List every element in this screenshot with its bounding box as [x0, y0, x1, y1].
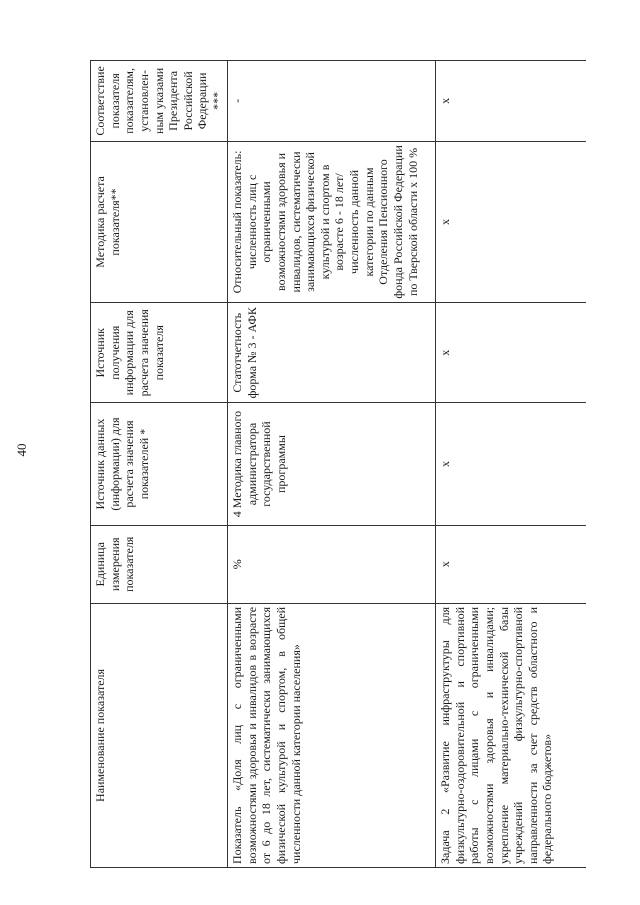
- cell-unit: х: [436, 525, 587, 603]
- cell-calculation-method: Относительный показатель: численность лиц с ограниченными возможностями здоровья и инвалидов, систематически занимающихся физической культурой и спортом в возрасте 6 - 18 лет/ численность данной категории по данным Отделения Пенсионного фонда Российской Федерации по Тверской области х 100 %: [228, 141, 436, 302]
- table-row: [228, 61, 436, 868]
- header-data-source: Источник данных (информации) для расчета значения показателей *: [91, 403, 228, 525]
- cell-calculation-method: х: [436, 141, 587, 302]
- cell-indicator-name: Показатель «Доля лиц с ограниченными возможностями здоровья и инвалидов в возрасте от 6 до 18 лет, систематически занимающихся физической культурой и спортом, в общей численности данной категории населения»: [228, 603, 436, 867]
- cell-info-source: х: [436, 303, 587, 403]
- header-unit: Единица измерения показателя: [91, 525, 228, 603]
- header-indicator-name: Наименование показателя: [91, 603, 228, 867]
- cell-info-source: Статотчетность форма № 3 - АФК: [228, 303, 436, 403]
- rotated-table-container: [90, 60, 586, 868]
- cell-task-name: Задача 2 «Развитие инфраструктуры для физкультурно-оздоровительной и спортивной работы с лицами с ограниченными возможностями здоровья и инвалидами; укрепление материально-технической базы учреждений физкультурно-спортивной направленности за счет средств областного и федерального бюджетов»: [436, 603, 587, 867]
- indicators-table: [90, 60, 586, 868]
- table-row: [436, 61, 587, 868]
- cell-data-source: 4 Методика главного администратора государственной программы: [228, 403, 436, 525]
- cell-compliance: -: [228, 61, 436, 142]
- cell-data-source: х: [436, 403, 587, 525]
- header-calculation-method: Методика расчета показателя**: [91, 141, 228, 302]
- cell-unit: %: [228, 525, 436, 603]
- cell-compliance: х: [436, 61, 587, 142]
- table-frame: [90, 60, 586, 868]
- header-compliance: Соответствие показателя показателям, установлен-ным указами Президента Российской Федерации ***: [91, 61, 228, 142]
- page-number: 40: [14, 443, 29, 457]
- header-info-source: Источник получения информации для расчета значения показателя: [91, 303, 228, 403]
- header-row: [91, 61, 228, 868]
